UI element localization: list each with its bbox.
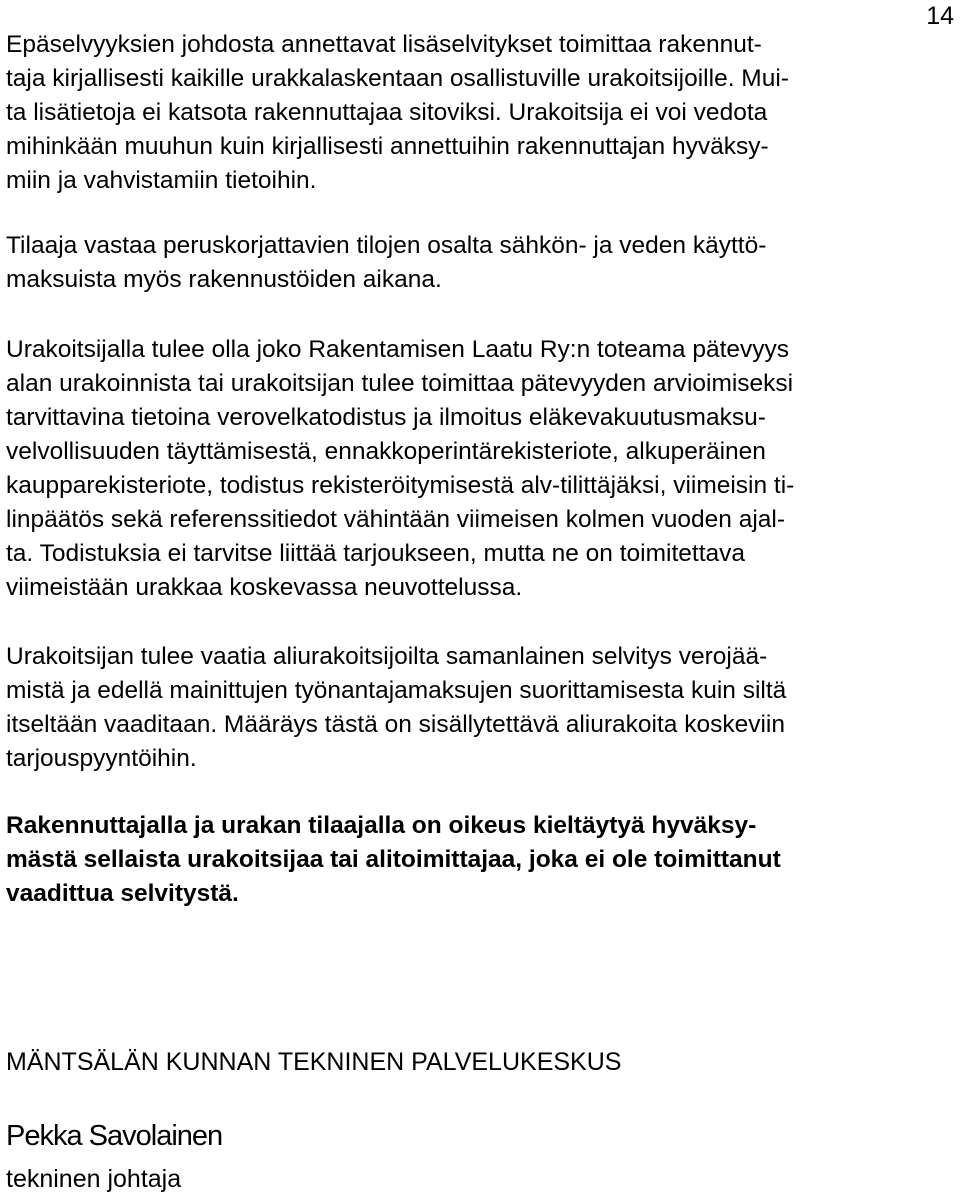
text-line: Urakoitsijan tulee vaatia aliurakoitsijoilta samanlainen selvitys verojää- [6, 643, 768, 670]
text-line: Rakennuttajalla ja urakan tilaajalla on oikeus kieltäytyä hyväksy- [6, 812, 757, 839]
text-line: alan urakoinnista tai urakoitsijan tulee toimittaa pätevyyden arvioimiseksi [6, 370, 794, 397]
text-line: miin ja vahvistamiin tietoihin. [6, 167, 317, 194]
paragraph-clarifications [6, 28, 958, 198]
signature-organization: MÄNTSÄLÄN KUNNAN TEKNINEN PALVELUKESKUS [6, 1048, 622, 1076]
text-line: Epäselvyyksien johdosta annettavat lisäselvitykset toimittaa rakennut- [6, 31, 762, 58]
text-line: kaupparekisteriote, todistus rekisteröitymisestä alv-tilittäjäksi, viimeisin ti- [6, 472, 795, 499]
signer-name: Pekka Savolainen [6, 1120, 223, 1152]
text-line: vaadittua selvitystä. [6, 880, 239, 907]
text-line: taja kirjallisesti kaikille urakkalaskentaan osallistuville urakoitsijoille. Mui- [6, 65, 789, 92]
paragraph-contractor-qualifications [6, 333, 958, 605]
text-line: mistä ja edellä mainittujen työnantajamaksujen suorittamisesta kuin siltä [6, 677, 787, 704]
text-line: itseltään vaaditaan. Määräys tästä on sisällytettävä aliurakoita koskeviin [6, 711, 785, 738]
text-line: velvollisuuden täyttämisestä, ennakkoperintärekisteriote, alkuperäinen [6, 438, 766, 465]
paragraph-utility-fees [6, 229, 958, 297]
text-line: tarvittavina tietoina verovelkatodistus ja ilmoitus eläkevakuutusmaksu- [6, 404, 766, 431]
text-line: ta lisätietoja ei katsota rakennuttajaa sitoviksi. Urakoitsija ei voi vedota [6, 99, 768, 126]
page-number: 14 [926, 2, 954, 30]
text-line: ta. Todistuksia ei tarvitse liittää tarjoukseen, mutta ne on toimitettava [6, 540, 746, 567]
text-line: mästä sellaista urakoitsijaa tai alitoimittajaa, joka ei ole toimittanut [6, 846, 781, 873]
text-line: mihinkään muuhun kuin kirjallisesti annettuihin rakennuttajan hyväksy- [6, 133, 769, 160]
text-line: tarjouspyyntöihin. [6, 745, 197, 772]
text-line: viimeistään urakkaa koskevassa neuvottelussa. [6, 574, 523, 601]
paragraph-subcontractors [6, 640, 958, 776]
text-line: maksuista myös rakennustöiden aikana. [6, 266, 442, 293]
text-line: Urakoitsijalla tulee olla joko Rakentamisen Laatu Ry:n toteama pätevyys [6, 336, 790, 363]
paragraph-right-to-refuse [6, 809, 958, 911]
text-line: linpäätös sekä referenssitiedot vähintään viimeisen kolmen vuoden ajal- [6, 506, 785, 533]
text-line: Tilaaja vastaa peruskorjattavien tilojen osalta sähkön- ja veden käyttö- [6, 232, 767, 259]
signer-title: tekninen johtaja [6, 1165, 182, 1193]
